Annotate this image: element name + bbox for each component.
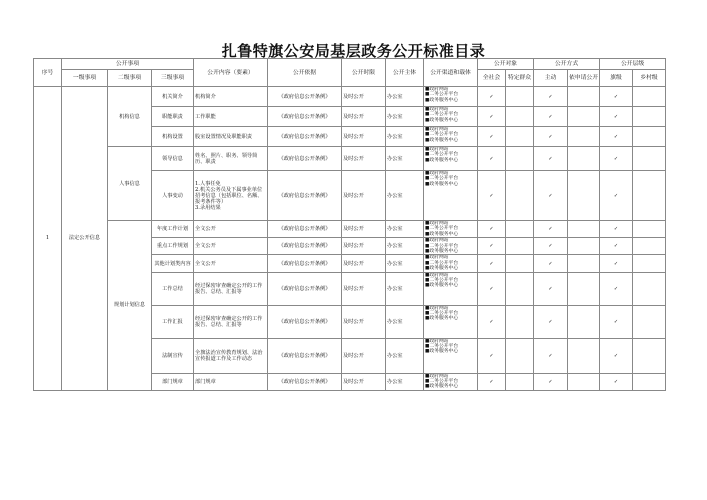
level3-item: 法制宣传 <box>152 338 194 373</box>
level3-item: 领导信息 <box>152 147 194 171</box>
basis-cell: 《政府信息公开条例》 <box>268 373 342 390</box>
channel-label: 政务服务中心 <box>429 283 459 289</box>
method-request-check <box>568 338 600 373</box>
target-specific-check <box>506 238 534 255</box>
target-specific-check <box>506 338 534 373</box>
content-cell: 机构简介 <box>194 87 268 107</box>
header-period: 公开时限 <box>342 59 386 87</box>
level-banner-check: ✓ <box>600 221 633 238</box>
method-request-check <box>568 238 600 255</box>
bullet-square-icon: ■ <box>425 181 430 187</box>
content-cell: 部门规章 <box>194 373 268 390</box>
subject-cell: 办公室 <box>386 305 424 338</box>
target-specific-check <box>506 305 534 338</box>
period-cell: 及时公开 <box>342 221 386 238</box>
header-seq: 序号 <box>34 59 62 87</box>
header-matters: 公开事项 <box>62 59 194 70</box>
channel-label: 二务公开平台 <box>429 243 459 249</box>
header-subject: 公开主体 <box>386 59 424 87</box>
channels-cell <box>424 87 478 107</box>
channel-label: 二务公开平台 <box>429 112 459 118</box>
channels-cell <box>424 272 478 305</box>
level-banner-check: ✓ <box>600 272 633 305</box>
target-all-check: ✓ <box>478 107 506 127</box>
bullet-square-icon: ■ <box>425 92 430 98</box>
channel-label: 政府网站 <box>429 107 449 112</box>
header-method: 公开方式 <box>534 59 600 70</box>
method-active-check: ✓ <box>534 373 568 390</box>
channel-label: 政务服务中心 <box>429 316 459 322</box>
level3-item: 工作总结 <box>152 272 194 305</box>
header-level-banner: 旗级 <box>600 70 633 87</box>
target-all-check: ✓ <box>478 221 506 238</box>
subject-cell: 办公室 <box>386 221 424 238</box>
bullet-square-icon: ■ <box>425 147 430 152</box>
channel-label: 二务公开平台 <box>429 379 459 385</box>
period-cell: 及时公开 <box>342 238 386 255</box>
basis-cell: 《政府信息公开条例》 <box>268 238 342 255</box>
basis-cell: 《政府信息公开条例》 <box>268 127 342 147</box>
channels-cell <box>424 127 478 147</box>
channels-cell <box>424 338 478 373</box>
bullet-square-icon: ■ <box>425 87 430 92</box>
method-request-check <box>568 87 600 107</box>
method-active-check: ✓ <box>534 171 568 221</box>
table-row <box>34 87 666 107</box>
channel-item <box>425 283 476 288</box>
table-body <box>34 87 666 391</box>
period-cell: 及时公开 <box>342 171 386 221</box>
channel-label: 政务服务中心 <box>429 266 459 272</box>
catalog-table <box>33 58 666 391</box>
level-village-check <box>633 338 666 373</box>
level-village-check <box>633 238 666 255</box>
period-cell: 及时公开 <box>342 87 386 107</box>
channel-label: 政务服务中心 <box>429 249 459 255</box>
header-method-request: 依申请公开 <box>568 70 600 87</box>
basis-cell: 《政府信息公开条例》 <box>268 255 342 272</box>
channel-label: 二务公开平台 <box>429 132 459 138</box>
level-banner-check: ✓ <box>600 373 633 390</box>
channel-item <box>425 98 476 103</box>
bullet-square-icon: ■ <box>425 152 430 158</box>
bullet-square-icon: ■ <box>425 157 430 163</box>
target-all-check: ✓ <box>478 338 506 373</box>
channel-label: 二务公开平台 <box>429 92 459 98</box>
level-village-check <box>633 221 666 238</box>
period-cell: 及时公开 <box>342 107 386 127</box>
channel-label: 政务服务中心 <box>429 117 459 123</box>
channel-label: 政务服务中心 <box>429 384 459 390</box>
bullet-square-icon: ■ <box>425 112 430 118</box>
level3-item: 部门规章 <box>152 373 194 390</box>
bullet-square-icon: ■ <box>425 226 430 232</box>
target-all-check: ✓ <box>478 87 506 107</box>
level-village-check <box>633 147 666 171</box>
bullet-square-icon: ■ <box>425 127 430 132</box>
channel-label: 政务服务中心 <box>429 157 459 163</box>
method-active-check: ✓ <box>534 255 568 272</box>
period-cell: 及时公开 <box>342 373 386 390</box>
basis-cell: 《政府信息公开条例》 <box>268 171 342 221</box>
channel-label: 二务公开平台 <box>429 278 459 284</box>
channel-item <box>425 249 476 254</box>
channel-item <box>425 232 476 237</box>
subject-cell: 办公室 <box>386 255 424 272</box>
channel-label: 二务公开平台 <box>429 344 459 350</box>
method-active-check: ✓ <box>534 127 568 147</box>
bullet-square-icon: ■ <box>425 132 430 138</box>
channel-item <box>425 138 476 143</box>
method-active-check: ✓ <box>534 87 568 107</box>
level-village-check <box>633 305 666 338</box>
content-cell: 工作职能 <box>194 107 268 127</box>
basis-cell: 《政府信息公开条例》 <box>268 147 342 171</box>
period-cell: 及时公开 <box>342 255 386 272</box>
basis-cell: 《政府信息公开条例》 <box>268 107 342 127</box>
content-cell: 全文公开 <box>194 221 268 238</box>
target-all-check: ✓ <box>478 272 506 305</box>
level3-item: 其他计划类内容 <box>152 255 194 272</box>
channels-cell <box>424 107 478 127</box>
level3-item: 重点工作规划 <box>152 238 194 255</box>
method-request-check <box>568 272 600 305</box>
bullet-square-icon: ■ <box>425 255 430 261</box>
channel-label: 二务公开平台 <box>429 311 459 317</box>
level3-item: 机关简介 <box>152 87 194 107</box>
basis-cell: 《政府信息公开条例》 <box>268 305 342 338</box>
target-specific-check <box>506 107 534 127</box>
table-row <box>34 221 666 238</box>
method-active-check: ✓ <box>534 272 568 305</box>
level2-group: 机构信息 <box>108 87 152 147</box>
target-specific-check <box>506 171 534 221</box>
level-banner-check: ✓ <box>600 338 633 373</box>
channel-label: 政府网站 <box>429 272 449 278</box>
target-all-check: ✓ <box>478 373 506 390</box>
channels-cell <box>424 147 478 171</box>
target-specific-check <box>506 127 534 147</box>
content-cell: 经过保密审查确定公开的工作报告、总结、汇报等 <box>194 272 268 305</box>
header-target-specific: 特定群众 <box>506 70 534 87</box>
bullet-square-icon: ■ <box>425 117 430 123</box>
bullet-square-icon: ■ <box>425 316 430 322</box>
channel-label: 政府网站 <box>429 127 449 132</box>
level-banner-check: ✓ <box>600 127 633 147</box>
bullet-square-icon: ■ <box>425 231 430 237</box>
method-active-check: ✓ <box>534 238 568 255</box>
method-active-check: ✓ <box>534 107 568 127</box>
header-level3: 三级事项 <box>152 70 194 87</box>
header-level2: 二级事项 <box>108 70 152 87</box>
subject-cell: 办公室 <box>386 107 424 127</box>
method-request-check <box>568 305 600 338</box>
content-cell: 全文公开 <box>194 255 268 272</box>
content-cell: 姓名、照片、职务、领导简历、职责 <box>194 147 268 171</box>
level-banner-check: ✓ <box>600 238 633 255</box>
bullet-square-icon: ■ <box>425 379 430 385</box>
method-request-check <box>568 221 600 238</box>
target-specific-check <box>506 87 534 107</box>
channel-label: 政府网站 <box>429 238 449 244</box>
level-village-check <box>633 272 666 305</box>
basis-cell: 《政府信息公开条例》 <box>268 338 342 373</box>
bullet-square-icon: ■ <box>425 283 430 289</box>
bullet-square-icon: ■ <box>425 243 430 249</box>
channel-label: 政务服务中心 <box>429 97 459 103</box>
subject-cell: 办公室 <box>386 87 424 107</box>
bullet-square-icon: ■ <box>425 272 430 278</box>
channels-cell <box>424 255 478 272</box>
period-cell: 及时公开 <box>342 305 386 338</box>
period-cell: 及时公开 <box>342 338 386 373</box>
channel-label: 政府网站 <box>429 221 449 226</box>
bullet-square-icon: ■ <box>425 260 430 266</box>
level3-item: 机构设置 <box>152 127 194 147</box>
content-cell: 1.人事任免 2.机关公务员及下属事业单位招考信息（包括职位、名额、报考条件等） 3.录用结果 <box>194 171 268 221</box>
channel-label: 二务公开平台 <box>429 260 459 266</box>
level-village-check <box>633 373 666 390</box>
level-banner-check: ✓ <box>600 305 633 338</box>
bullet-square-icon: ■ <box>425 349 430 355</box>
method-active-check: ✓ <box>534 338 568 373</box>
subject-cell: 办公室 <box>386 238 424 255</box>
channel-item <box>425 266 476 271</box>
bullet-square-icon: ■ <box>425 266 430 272</box>
level-banner-check: ✓ <box>600 87 633 107</box>
bullet-square-icon: ■ <box>425 278 430 284</box>
bullet-square-icon: ■ <box>425 97 430 103</box>
content-cell: 经过保密审查确定公开的工作报告、总结、汇报等 <box>194 305 268 338</box>
header-target-all: 全社会 <box>478 70 506 87</box>
channels-cell <box>424 373 478 390</box>
period-cell: 及时公开 <box>342 147 386 171</box>
channel-item <box>425 182 476 187</box>
method-active-check: ✓ <box>534 147 568 171</box>
level3-item: 年度工作计划 <box>152 221 194 238</box>
level-banner-check: ✓ <box>600 255 633 272</box>
bullet-square-icon: ■ <box>425 238 430 244</box>
target-all-check: ✓ <box>478 305 506 338</box>
content-cell: 股室设置情况及职能职责 <box>194 127 268 147</box>
method-active-check: ✓ <box>534 305 568 338</box>
basis-cell: 《政府信息公开条例》 <box>268 87 342 107</box>
bullet-square-icon: ■ <box>425 171 430 176</box>
channel-label: 政府网站 <box>429 87 449 92</box>
bullet-square-icon: ■ <box>425 221 430 226</box>
period-cell: 及时公开 <box>342 127 386 147</box>
channel-item <box>425 158 476 163</box>
target-specific-check <box>506 272 534 305</box>
channel-label: 政府网站 <box>429 338 449 344</box>
channel-label: 政府网站 <box>429 171 449 176</box>
level2-group: 人事信息 <box>108 147 152 221</box>
header-level-village: 乡村级 <box>633 70 666 87</box>
target-all-check: ✓ <box>478 255 506 272</box>
header-level: 公开层级 <box>600 59 666 70</box>
level-village-check <box>633 127 666 147</box>
level-banner-check: ✓ <box>600 171 633 221</box>
basis-cell: 《政府信息公开条例》 <box>268 221 342 238</box>
bullet-square-icon: ■ <box>425 384 430 390</box>
level3-item: 职能职责 <box>152 107 194 127</box>
header-level1: 一级事项 <box>62 70 108 87</box>
channel-label: 政务服务中心 <box>429 137 459 143</box>
level3-item: 工作汇报 <box>152 305 194 338</box>
bullet-square-icon: ■ <box>425 249 430 255</box>
header-content: 公开内容（要素） <box>194 59 268 87</box>
header-basis: 公开依据 <box>268 59 342 87</box>
level-village-check <box>633 255 666 272</box>
header-target: 公开对象 <box>478 59 534 70</box>
level-village-check <box>633 87 666 107</box>
target-specific-check <box>506 373 534 390</box>
level-village-check <box>633 107 666 127</box>
group-seq: 1 <box>34 87 62 391</box>
period-cell: 及时公开 <box>342 272 386 305</box>
target-specific-check <box>506 255 534 272</box>
channels-cell <box>424 171 478 221</box>
target-all-check: ✓ <box>478 171 506 221</box>
channel-item <box>425 316 476 321</box>
page-title: 扎鲁特旗公安局基层政务公开标准目录 <box>221 42 486 60</box>
channel-label: 二务公开平台 <box>429 176 459 182</box>
subject-cell: 办公室 <box>386 127 424 147</box>
channels-cell <box>424 238 478 255</box>
channel-label: 政府网站 <box>429 147 449 152</box>
channels-cell <box>424 305 478 338</box>
bullet-square-icon: ■ <box>425 311 430 317</box>
level3-item: 人事变动 <box>152 171 194 221</box>
header-channels: 公开渠道和载体 <box>424 59 478 87</box>
channel-label: 政府网站 <box>429 373 449 379</box>
level-village-check <box>633 171 666 221</box>
channel-label: 政府网站 <box>429 305 449 311</box>
target-all-check: ✓ <box>478 127 506 147</box>
target-all-check: ✓ <box>478 147 506 171</box>
bullet-square-icon: ■ <box>425 137 430 143</box>
bullet-square-icon: ■ <box>425 176 430 182</box>
channels-cell <box>424 221 478 238</box>
method-request-check <box>568 147 600 171</box>
level-banner-check: ✓ <box>600 147 633 171</box>
channel-label: 政务服务中心 <box>429 181 459 187</box>
subject-cell: 办公室 <box>386 171 424 221</box>
table-row <box>34 147 666 171</box>
subject-cell: 办公室 <box>386 338 424 373</box>
method-request-check <box>568 373 600 390</box>
bullet-square-icon: ■ <box>425 338 430 344</box>
channel-label: 政务服务中心 <box>429 349 459 355</box>
target-specific-check <box>506 221 534 238</box>
content-cell: 全文公开 <box>194 238 268 255</box>
channel-label: 政务服务中心 <box>429 231 459 237</box>
channel-label: 政府网站 <box>429 255 449 261</box>
channel-label: 二务公开平台 <box>429 226 459 232</box>
subject-cell: 办公室 <box>386 147 424 171</box>
bullet-square-icon: ■ <box>425 107 430 112</box>
method-request-check <box>568 171 600 221</box>
header-method-active: 主动 <box>534 70 568 87</box>
subject-cell: 办公室 <box>386 272 424 305</box>
bullet-square-icon: ■ <box>425 305 430 311</box>
group-level1: 法定公开信息 <box>62 87 108 391</box>
content-cell: 全旗法治宣传教育规划、法治宣传报道工作及工作动态 <box>194 338 268 373</box>
channel-item <box>425 384 476 389</box>
basis-cell: 《政府信息公开条例》 <box>268 272 342 305</box>
subject-cell: 办公室 <box>386 373 424 390</box>
bullet-square-icon: ■ <box>425 373 430 379</box>
method-request-check <box>568 107 600 127</box>
target-specific-check <box>506 147 534 171</box>
method-request-check <box>568 255 600 272</box>
channel-label: 二务公开平台 <box>429 152 459 158</box>
method-active-check: ✓ <box>534 221 568 238</box>
level2-group: 规划计划信息 <box>108 221 152 391</box>
target-all-check: ✓ <box>478 238 506 255</box>
channel-item <box>425 349 476 354</box>
level-banner-check: ✓ <box>600 107 633 127</box>
bullet-square-icon: ■ <box>425 344 430 350</box>
channel-item <box>425 118 476 123</box>
method-request-check <box>568 127 600 147</box>
